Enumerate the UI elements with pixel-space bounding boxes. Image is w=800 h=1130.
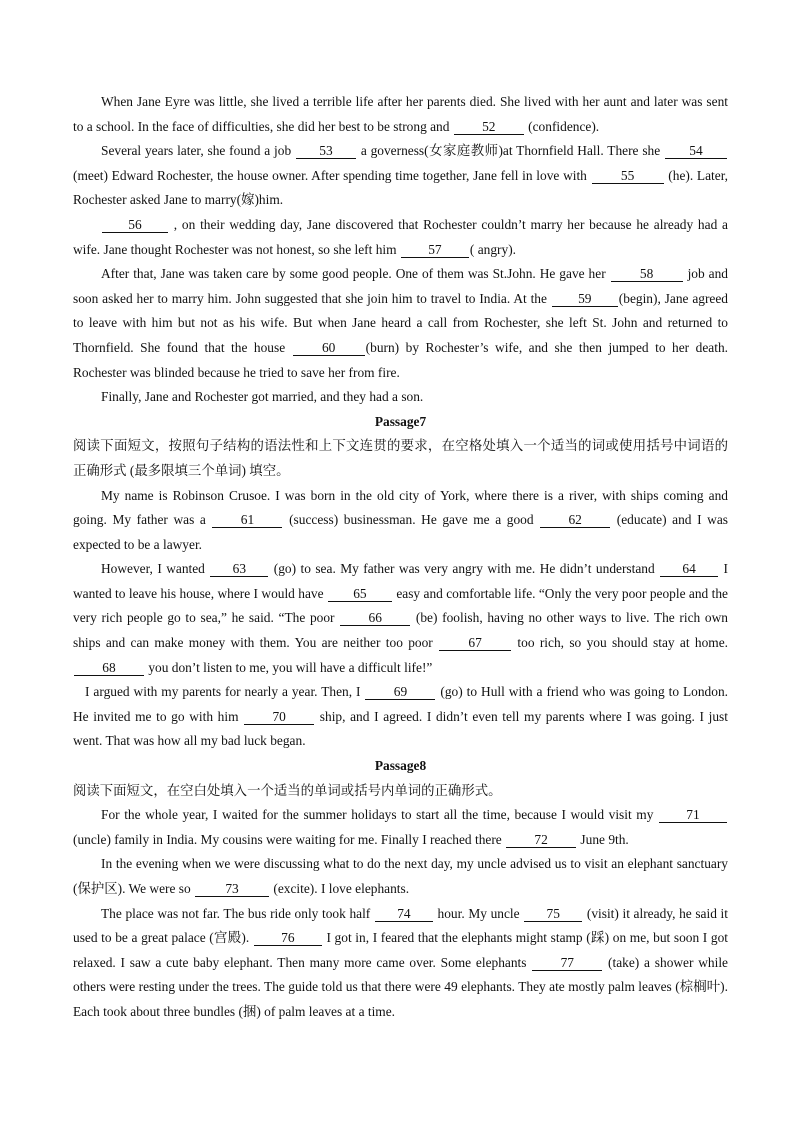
answer-blank-62[interactable]: 62 [540, 512, 610, 528]
passage-text: When Jane Eyre was little, she lived a terrible life after her parents died. She lived with her aunt and later was sent to a school. In the face of difficulties, she did her best to be strong and [73, 94, 728, 134]
passage-paragraph [73, 680, 728, 754]
passage-text: Several years later, she found a job [101, 143, 295, 159]
answer-blank-61[interactable]: 61 [212, 512, 282, 528]
passage-paragraph [73, 385, 728, 410]
passage-paragraph [73, 852, 728, 901]
passage-instruction: 阅读下面短文，按照句子结构的语法性和上下文连贯的要求，在空格处填入一个适当的词或使用括号中词语的正确形式 (最多限填三个单词) 填空。 [73, 438, 728, 478]
answer-blank-70[interactable]: 70 [244, 709, 314, 725]
answer-blank-56[interactable]: 56 [102, 217, 168, 233]
passage-text: , on their wedding day, Jane discovered that Rochester couldn’t marry her because he already had a wife. Jane thought Rochester was not honest, so she left him [73, 216, 728, 257]
passage-text: Finally, Jane and Rochester got married, and they had a son. [101, 389, 424, 405]
passage-paragraph [73, 902, 728, 1025]
passage-text: (take) a shower while others were resting under the trees. The guide told us that there were 49 elephants. They ate mostly palm leaves (棕榈叶). Each took about three bundles (捆) of palm leaves at a time. [73, 954, 728, 1019]
answer-blank-75[interactable]: 75 [524, 906, 582, 922]
answer-blank-72[interactable]: 72 [506, 832, 576, 848]
passage-text: (meet) Edward Rochester, the house owner. After spending time together, Jane fell in love with [73, 167, 591, 183]
passage-text: too rich, so you should stay at home. [512, 635, 728, 651]
passage-text: After that, Jane was taken care by some good people. One of them was St.John. He gave her [101, 266, 610, 282]
answer-blank-54[interactable]: 54 [665, 143, 727, 159]
passage-text: (go) to sea. My father was very angry with me. He didn’t understand [269, 561, 660, 577]
passage8-section [73, 754, 728, 1025]
passage-text: ship, and I agreed. I didn’t even tell my parents where I was going. I just went. That was how all my bad luck began. [73, 708, 728, 749]
passage-text: you don’t listen to me, you will have a difficult life!” [145, 659, 433, 675]
passage-text: (visit) it already, he said it used to be a great palace (宫殿). [73, 905, 728, 946]
passage-heading: Passage8 [374, 758, 427, 774]
answer-blank-55[interactable]: 55 [592, 168, 664, 184]
passage-paragraph [73, 139, 728, 213]
answer-blank-67[interactable]: 67 [439, 635, 511, 651]
passage-text: The place was not far. The bus ride only took half [101, 905, 374, 921]
passage-paragraph [73, 557, 728, 680]
answer-blank-77[interactable]: 77 [532, 955, 602, 971]
passage-paragraph [73, 90, 728, 139]
passage-paragraph [73, 484, 728, 558]
answer-blank-76[interactable]: 76 [254, 930, 322, 946]
passage-text: hour. My uncle [433, 905, 524, 921]
answer-blank-58[interactable]: 58 [611, 266, 683, 282]
passage-text: (success) businessman. He gave me a good [283, 512, 540, 528]
passage-text: job and soon asked her to marry him. John suggested that she join him to travel to India. At the [73, 266, 728, 306]
passage-text: In the evening when we were discussing what to do the next day, my uncle advised us to visit an elephant sanctuary (保护区). We were so [73, 856, 728, 896]
passage-paragraph [73, 803, 728, 852]
passage-text: I got in, I feared that the elephants might stamp (踩) on me, but soon I got relaxed. I saw a cute baby elephant. Then many more came over. Some elephants [73, 930, 728, 970]
answer-blank-74[interactable]: 74 [375, 906, 433, 922]
passage-text: I wanted to leave his house, where I would have [73, 561, 729, 601]
passage-text: I argued with my parents for nearly a year. Then, I [85, 684, 365, 700]
passage-text: However, I wanted [101, 561, 210, 577]
passage-text: (excite). I love elephants. [270, 881, 410, 896]
passage-text: (confidence). [524, 118, 600, 134]
answer-blank-64[interactable]: 64 [660, 561, 718, 577]
passage-text: (be) foolish, having no other ways to live. The rich own ships and can make money with them. You are neither too poor [73, 610, 728, 651]
passage-text: My name is Robinson Crusoe. I was born in the old city of York, where there is a river, with ships coming and going. My father was a [73, 487, 728, 528]
passage-text: For the whole year, I waited for the summer holidays to start all the time, because I would visit my [101, 807, 658, 823]
exercise-page [73, 90, 728, 1025]
answer-blank-69[interactable]: 69 [365, 684, 435, 700]
passage-paragraph [73, 262, 728, 385]
answer-blank-60[interactable]: 60 [293, 340, 365, 356]
passage-heading: Passage7 [374, 413, 427, 429]
answer-blank-53[interactable]: 53 [296, 143, 356, 159]
passage6-section [73, 90, 728, 410]
answer-blank-71[interactable]: 71 [659, 807, 727, 823]
answer-blank-68[interactable]: 68 [74, 660, 144, 676]
answer-blank-73[interactable]: 73 [195, 881, 269, 897]
passage-text: (uncle) family in India. My cousins were waiting for me. Finally I reached there [73, 831, 506, 847]
answer-blank-59[interactable]: 59 [552, 291, 618, 307]
passage-text: (begin), Jane agreed to leave with him but not as his wife. But when Jane heard a call from Rochester, she left St. John and returned to Thornfield. She found that the house [73, 290, 729, 355]
passage-instruction: 阅读下面短文，在空白处填入一个适当的单词或括号内单词的正确形式。 [73, 782, 502, 798]
answer-blank-65[interactable]: 65 [328, 586, 392, 602]
passage-text: (go) to Hull with a friend who was going to London. He invited me to go with him [73, 684, 728, 724]
answer-blank-52[interactable]: 52 [454, 119, 524, 135]
answer-blank-57[interactable]: 57 [401, 242, 469, 258]
passage-text: June 9th. [577, 831, 629, 847]
passage-text: ( angry). [469, 241, 517, 257]
passage-text: (he). Later, Rochester asked Jane to marry(嫁)him. [73, 167, 728, 208]
passage-paragraph [73, 213, 728, 262]
passage-text: (educate) and I was expected to be a lawyer. [73, 512, 728, 552]
passage-text: (burn) by Rochester’s wife, and she then jumped to her death. Rochester was blinded because he tried to save her from fire. [73, 339, 728, 380]
passage-text: a governess(女家庭教师)at Thornfield Hall. There she [356, 143, 664, 159]
passage7-section [73, 410, 728, 754]
answer-blank-63[interactable]: 63 [210, 561, 268, 577]
passage-text: easy and comfortable life. “Only the very poor people and the very rich people go to sea,” he said. “The poor [73, 585, 728, 626]
answer-blank-66[interactable]: 66 [340, 610, 410, 626]
